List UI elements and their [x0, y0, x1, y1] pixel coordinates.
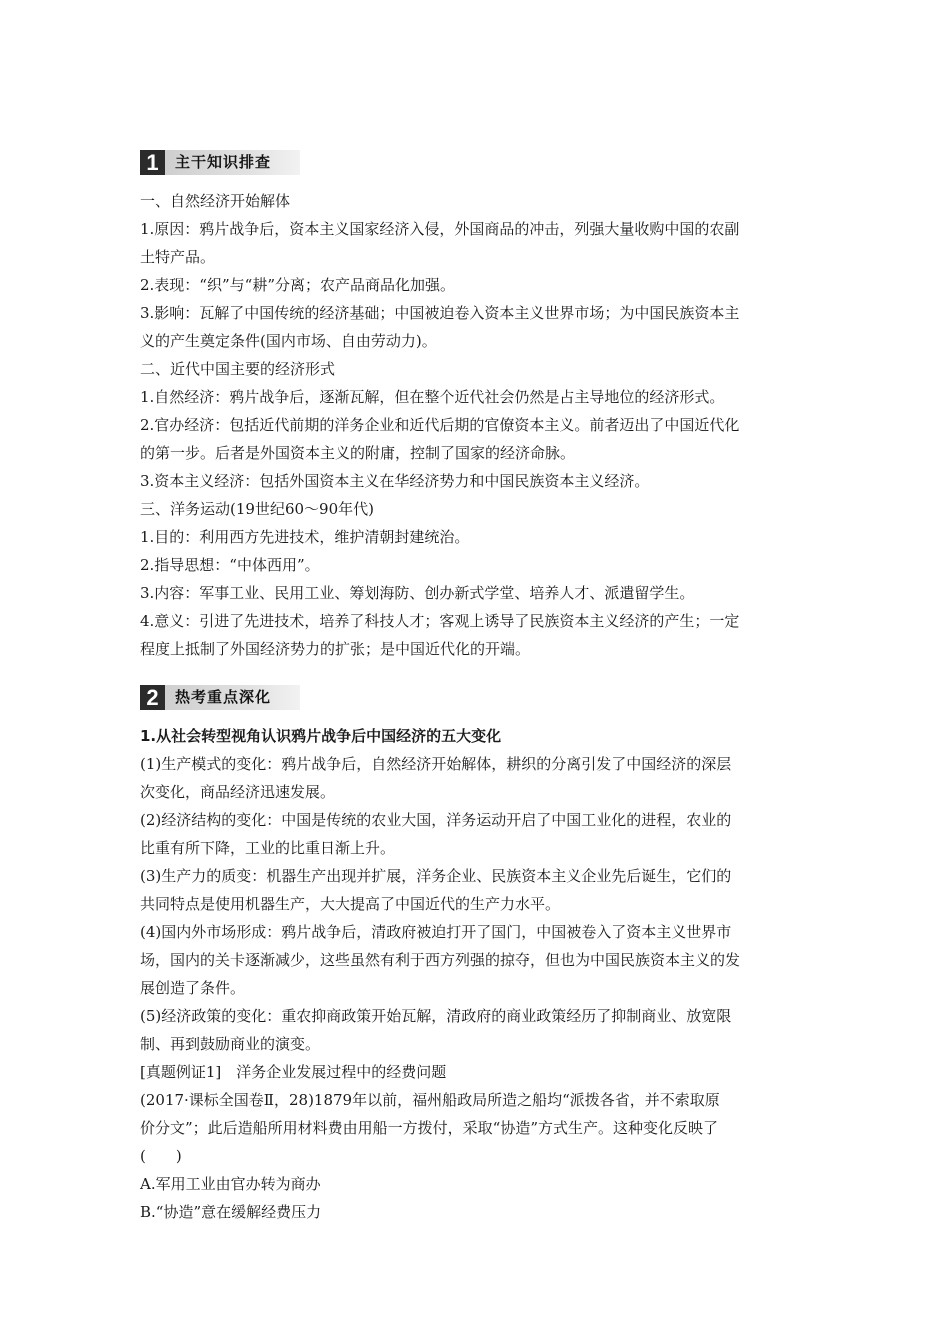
- answer-option-b: B.“协造”意在缓解经费压力: [140, 1203, 322, 1221]
- text-line: (5)经济政策的变化：重农抑商政策开始瓦解，清政府的商业政策经历了抑制商业、放宽限: [140, 1007, 732, 1025]
- section-1-text: [140, 187, 812, 663]
- text-line: 价分文”；此后造船所用材料费由用船一方拨付，采取“协造”方式生产。这种变化反映了: [140, 1119, 719, 1137]
- section-banner-1: [140, 150, 300, 175]
- text-line: 一、自然经济开始解体: [140, 192, 291, 210]
- text-line: 展创造了条件。: [140, 979, 246, 997]
- text-line: 2.指导思想：“中体西用”。: [140, 556, 320, 574]
- text-line: 1.目的：利用西方先进技术，维护清朝封建统治。: [140, 528, 470, 546]
- text-line: 3.影响：瓦解了中国传统的经济基础；中国被迫卷入资本主义世界市场；为中国民族资本主: [140, 304, 740, 322]
- text-line: 程度上抵制了外国经济势力的扩张；是中国近代化的开端。: [140, 640, 531, 658]
- text-line: 三、洋务运动(19世纪60～90年代): [140, 500, 374, 518]
- text-line: 4.意义：引进了先进技术，培养了科技人才；客观上诱导了民族资本主义经济的产生；一定: [140, 612, 740, 630]
- section-title: 主干知识排查: [175, 153, 272, 171]
- section-heading: 1.从社会转型视角认识鸦片战争后中国经济的五大变化: [140, 727, 502, 745]
- text-line: 二、近代中国主要的经济形式: [140, 360, 336, 378]
- text-line: (1)生产模式的变化：鸦片战争后，自然经济开始解体，耕织的分离引发了中国经济的深层: [140, 755, 732, 773]
- text-line: (2)经济结构的变化：中国是传统的农业大国，洋务运动开启了中国工业化的进程，农业的: [140, 811, 732, 829]
- section-title: 热考重点深化: [175, 688, 272, 706]
- section-number: 2: [140, 685, 165, 710]
- text-line: 1.自然经济：鸦片战争后，逐渐瓦解，但在整个近代社会仍然是占主导地位的经济形式。: [140, 388, 725, 406]
- text-line: 3.内容：军事工业、民用工业、筹划海防、创办新式学堂、培养人才、派遣留学生。: [140, 584, 695, 602]
- text-line: 共同特点是使用机器生产，大大提高了中国近代的生产力水平。: [140, 895, 561, 913]
- text-line: 3.资本主义经济：包括外国资本主义在华经济势力和中国民族资本主义经济。: [140, 472, 650, 490]
- text-line: (4)国内外市场形成：鸦片战争后，清政府被迫打开了国门，中国被卷入了资本主义世界市: [140, 923, 732, 941]
- section-banner-2: [140, 685, 300, 710]
- section-number: 1: [140, 150, 165, 175]
- document-body: [140, 150, 812, 1226]
- text-line: (3)生产力的质变：机器生产出现并扩展，洋务企业、民族资本主义企业先后诞生，它们的: [140, 867, 732, 885]
- text-line: 土特产品。: [140, 248, 216, 266]
- answer-option-a: A.军用工业由官办转为商办: [140, 1175, 321, 1193]
- text-line: 义的产生奠定条件(国内市场、自由劳动力)。: [140, 332, 437, 350]
- text-line: [真题例证1] 洋务企业发展过程中的经费问题: [140, 1063, 447, 1081]
- text-line: (2017·课标全国卷Ⅱ，28)1879年以前，福州船政局所造之船均“派拨各省，并不索取原: [140, 1091, 720, 1109]
- text-line: 制、再到鼓励商业的演变。: [140, 1035, 321, 1053]
- section-2-text: [140, 722, 812, 1226]
- text-line: 的第一步。后者是外国资本主义的附庸，控制了国家的经济命脉。: [140, 444, 576, 462]
- text-line: 1.原因：鸦片战争后，资本主义国家经济入侵，外国商品的冲击，列强大量收购中国的农副: [140, 220, 740, 238]
- text-line: 2.表现：“织”与“耕”分离；农产品商品化加强。: [140, 276, 455, 294]
- text-line: 比重有所下降，工业的比重日渐上升。: [140, 839, 396, 857]
- text-line: 次变化，商品经济迅速发展。: [140, 783, 336, 801]
- text-line: 2.官办经济：包括近代前期的洋务企业和近代后期的官僚资本主义。前者迈出了中国近代化: [140, 416, 740, 434]
- text-line: 场，国内的关卡逐渐减少，这些虽然有利于西方列强的掠夺，但也为中国民族资本主义的发: [140, 951, 741, 969]
- text-line: ( ): [140, 1147, 182, 1165]
